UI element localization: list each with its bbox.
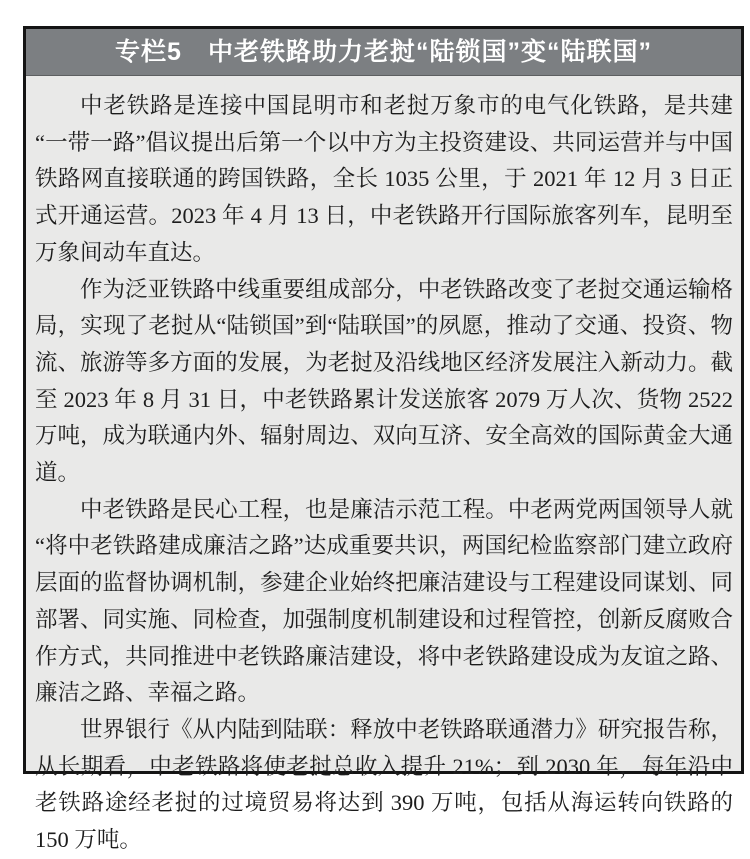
paragraph-land-linked-transformation: 作为泛亚铁路中线重要组成部分，中老铁路改变了老挝交通运输格局，实现了老挝从“陆锁国”到“陆联国”的夙愿，推动了交通、投资、物流、旅游等多方面的发展，为老挝及沿线地区经济发展注入新动力。截至 2023 年 8 月 31 日，中老铁路累计发送旅客 2079 万人次、货物 2522 万吨，成为联通内外、辐射周边、双向互济、安全高效的国际黄金大通道。 bbox=[35, 276, 733, 486]
column-box bbox=[23, 26, 744, 853]
paragraph-integrity-project: 中老铁路是民心工程，也是廉洁示范工程。中老两党两国领导人就“将中老铁路建成廉洁之路”达成重要共识，两国纪检监察部门建立政府层面的监督协调机制，参建企业始终把廉洁建设与工程建设同谋划、同部署、同实施、同检查，加强制度机制建设和过程管控，创新反腐败合作方式，共同推进中老铁路廉洁建设，将中老铁路建设成为友谊之路、廉洁之路、幸福之路。 bbox=[35, 496, 733, 706]
paragraph-world-bank-report: 世界银行《从内陆到陆联：释放中老铁路联通潜力》研究报告称，从长期看，中老铁路将使老挝总收入提升 21%；到 2030 年，每年沿中老铁路途经老挝的过境贸易将达到 390 万吨，包括从海运转向铁路的 150 万吨。 bbox=[35, 716, 733, 853]
column-body bbox=[26, 76, 741, 859]
paragraph-railway-overview: 中老铁路是连接中国昆明市和老挝万象市的电气化铁路，是共建“一带一路”倡议提出后第一个以中方为主投资建设、共同运营并与中国铁路网直接联通的跨国铁路，全长 1035 公里，于 2021 年 12 月 3 日正式开通运营。2023 年 4 月 13 日，中老铁路开行国际旅客列车，昆明至万象间动车直达。 bbox=[35, 93, 733, 265]
column-title: 专栏5 中老铁路助力老挝“陆锁国”变“陆联国” bbox=[26, 29, 741, 76]
